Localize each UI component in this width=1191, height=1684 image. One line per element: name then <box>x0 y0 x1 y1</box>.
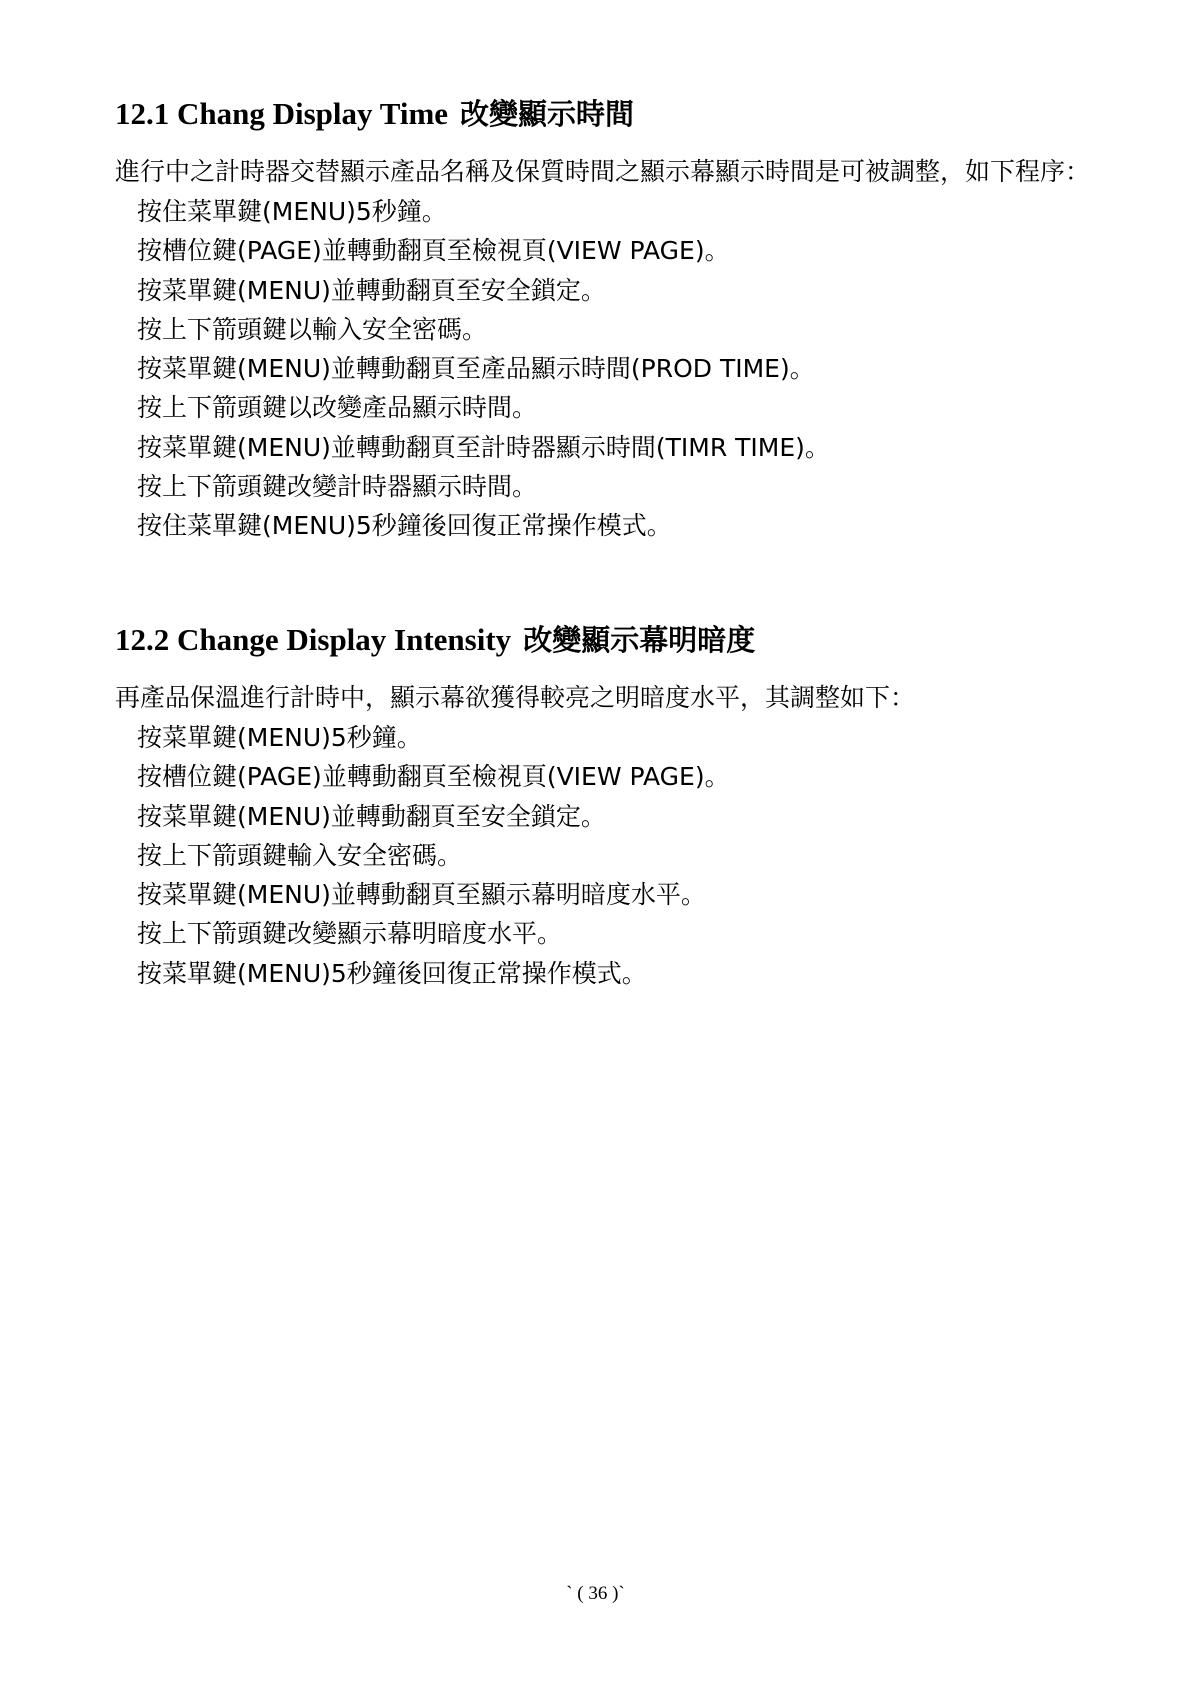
procedure-steps <box>115 718 1135 993</box>
procedure-step: 按上下箭頭鍵改變顯示幕明暗度水平。 <box>137 919 563 949</box>
procedure-step: 按菜單鍵(MENU)並轉動翻頁至顯示幕明暗度水平。 <box>137 880 706 910</box>
procedure-step: 按菜單鍵(MENU)5秒鐘。 <box>137 723 422 752</box>
procedure-step: 按上下箭頭鍵改變計時器顯示時間。 <box>137 472 538 502</box>
section-change-display-intensity <box>115 618 1135 993</box>
section-change-display-time <box>115 92 1135 546</box>
section-intro: 再產品保溫進行計時中，顯示幕欲獲得較亮之明暗度水平，其調整如下： <box>115 683 916 712</box>
procedure-step: 按菜單鍵(MENU)並轉動翻頁至安全鎖定。 <box>137 275 606 305</box>
procedure-step: 按住菜單鍵(MENU)5秒鐘。 <box>137 197 447 226</box>
procedure-step: 按上下箭頭鍵輸入安全密碼。 <box>137 840 463 870</box>
procedure-step: 按槽位鍵(PAGE)並轉動翻頁至檢視頁(VIEW PAGE)。 <box>137 762 730 792</box>
procedure-step: 按槽位鍵(PAGE)並轉動翻頁至檢視頁(VIEW PAGE)。 <box>137 236 730 266</box>
section-heading-english: 12.2 Change Display Intensity <box>115 622 512 657</box>
section-heading <box>115 618 1135 662</box>
section-heading-chinese: 改變顯示時間 <box>460 97 635 131</box>
procedure-steps <box>115 192 1135 546</box>
section-intro: 進行中之計時器交替顯示產品名稱及保質時間之顯示幕顯示時間是可被調整，如下程序： <box>115 157 1091 186</box>
procedure-step: 按菜單鍵(MENU)並轉動翻頁至產品顯示時間(PROD TIME)。 <box>137 354 815 384</box>
procedure-step: 按菜單鍵(MENU)5秒鐘後回復正常操作模式。 <box>137 958 647 988</box>
page-number: ` ( 36 )` <box>566 1583 625 1604</box>
section-heading-english: 12.1 Chang Display Time <box>115 96 449 131</box>
procedure-step: 按菜單鍵(MENU)並轉動翻頁至計時器顯示時間(TIMR TIME)。 <box>137 432 830 462</box>
procedure-step: 按上下箭頭鍵以輸入安全密碼。 <box>137 314 488 344</box>
section-heading <box>115 92 1135 136</box>
procedure-step: 按上下箭頭鍵以改變產品顯示時間。 <box>137 393 538 423</box>
procedure-step: 按住菜單鍵(MENU)5秒鐘後回復正常操作模式。 <box>137 511 672 541</box>
section-heading-chinese: 改變顯示幕明暗度 <box>523 623 756 657</box>
procedure-step: 按菜單鍵(MENU)並轉動翻頁至安全鎖定。 <box>137 801 606 831</box>
